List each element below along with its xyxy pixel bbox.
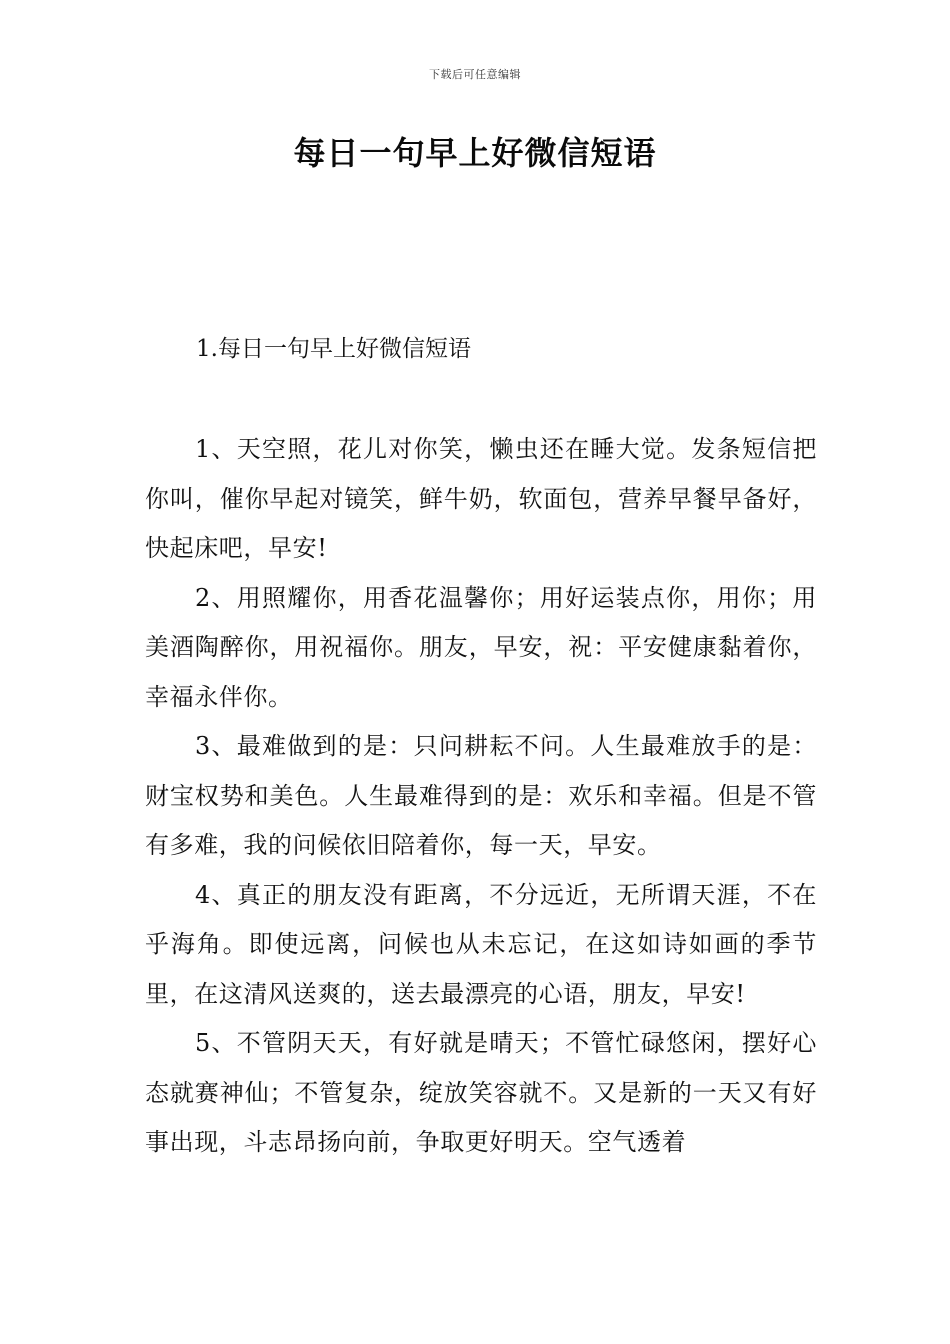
- header-note: 下载后可任意编辑: [429, 68, 521, 81]
- paragraph-4: 4、真正的朋友没有距离，不分远近，无所谓天涯，不在乎海角。即使远离，问候也从未忘记，在这如诗如画的季节里，在这清风送爽的，送去最漂亮的心语，朋友，早安!: [145, 880, 817, 1008]
- section-heading: 1.每日一句早上好微信短语: [196, 336, 471, 362]
- body-text: [145, 425, 817, 1168]
- paragraph-3: 3、最难做到的是：只问耕耘不问。人生最难放手的是：财宝权势和美色。人生最难得到的是：欢乐和幸福。但是不管有多难，我的问候依旧陪着你，每一天，早安。: [145, 732, 817, 859]
- paragraph-5: 5、不管阴天天，有好就是晴天；不管忙碌悠闲，摆好心态就赛神仙；不管复杂，绽放笑容就不。又是新的一天又有好事出现，斗志昂扬向前，争取更好明天。空气透着: [145, 1029, 817, 1156]
- paragraph-2: 2、用照耀你，用香花温馨你；用好运装点你，用你；用美酒陶醉你，用祝福你。朋友，早安，祝：平安健康黏着你，幸福永伴你。: [145, 583, 817, 711]
- document-title: 每日一句早上好微信短语: [293, 134, 657, 172]
- paragraph-1: 1、天空照，花儿对你笑，懒虫还在睡大觉。发条短信把你叫，催你早起对镜笑，鲜牛奶，软面包，营养早餐早备好，快起床吧，早安!: [145, 435, 817, 562]
